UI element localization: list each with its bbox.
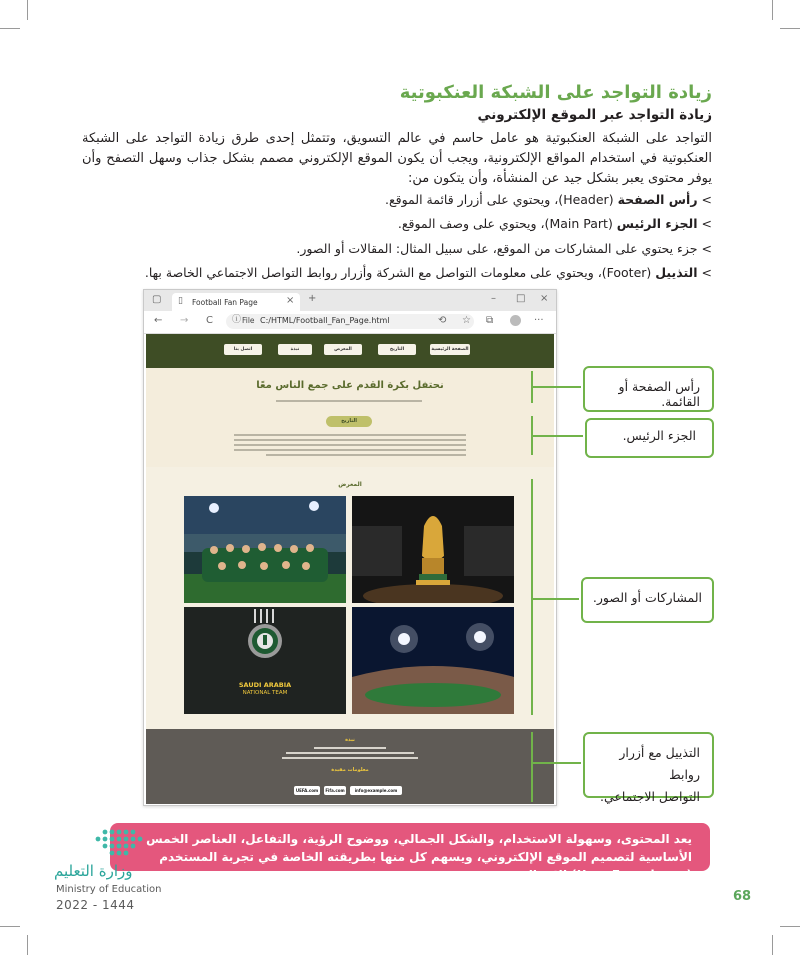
more-icon[interactable]: ··· xyxy=(534,315,544,326)
ministry-logo-arabic: وزارة التعليم xyxy=(54,862,133,880)
text-placeholder xyxy=(276,400,422,402)
file-label: File xyxy=(242,316,255,325)
site-header xyxy=(146,334,554,368)
subsection-title: زيادة التواجد عبر الموقع الإلكتروني xyxy=(477,107,712,123)
national-team-photo xyxy=(184,607,346,714)
text-placeholder xyxy=(234,439,466,441)
callout-header xyxy=(583,366,714,412)
site-main-part xyxy=(146,368,554,467)
bullet-term: التذييل xyxy=(655,265,698,280)
tab-actions-icon[interactable]: ▢ xyxy=(152,294,162,305)
callout-text: التواصل الاجتماعي. xyxy=(599,789,700,804)
page-icon: ▯ xyxy=(178,296,183,306)
bullet-term: رأس الصفحة xyxy=(617,192,698,207)
emblem-text-line2: NATIONAL TEAM xyxy=(242,690,288,696)
tab-title: Football Fan Page xyxy=(192,298,258,307)
bullet-text: (Footer)، ويحتوي على معلومات التواصل مع الشركة وأزرار روابط التواصل الاجتماعي الخاصة بها. xyxy=(144,265,656,280)
connector-bar xyxy=(531,479,533,715)
nav-gallery[interactable]: المعرض xyxy=(324,344,362,355)
callout-text: المشاركات أو الصور. xyxy=(592,590,702,605)
connector-line xyxy=(531,762,581,764)
nav-history[interactable]: التاريخ xyxy=(378,344,416,355)
text-placeholder xyxy=(282,757,418,759)
bullet-marker: > xyxy=(701,216,712,231)
crop-mark xyxy=(0,28,20,29)
favorites-icon[interactable]: ☆ xyxy=(462,315,471,326)
bullet-header xyxy=(385,192,712,207)
nav-contact[interactable]: اتصل بنا xyxy=(224,344,262,355)
crop-mark xyxy=(780,28,800,29)
footer-link-fifa[interactable]: Fifa.com xyxy=(325,788,345,793)
forward-icon[interactable]: → xyxy=(180,315,189,326)
callout-text: التذييل مع أزرار روابط xyxy=(619,745,700,782)
page-number: 68 xyxy=(733,889,752,904)
footer-link-uefa[interactable]: UEFA.com xyxy=(295,788,319,793)
connector-line xyxy=(531,386,581,388)
hero-button[interactable]: التاريخ xyxy=(326,416,372,427)
callout-main xyxy=(585,418,714,458)
site-footer xyxy=(146,729,554,804)
callout-posts xyxy=(581,577,714,623)
team-photo xyxy=(184,496,346,603)
trophy-photo xyxy=(352,496,514,603)
read-aloud-icon[interactable]: ⟲ xyxy=(438,315,447,326)
callout-footer xyxy=(583,732,714,804)
crop-mark xyxy=(772,0,773,20)
ministry-logo-english: Ministry of Education xyxy=(56,884,162,895)
bullet-text: (Header)، ويحتوي على أزرار قائمة الموقع. xyxy=(384,192,618,207)
info-note xyxy=(110,823,710,882)
window-close-icon[interactable]: × xyxy=(540,293,549,304)
stadium-photo xyxy=(352,607,514,714)
nav-home[interactable]: الصفحة الرئيسية xyxy=(430,344,470,355)
text-placeholder xyxy=(234,449,466,451)
url-text: C:/HTML/Football_Fan_Page.html xyxy=(260,316,390,325)
section-title: زيادة التواجد على الشبكة العنكبوتية xyxy=(399,82,712,103)
new-tab-icon[interactable]: + xyxy=(308,293,317,304)
intro-paragraph: التواجد على الشبكة العنكبوتية هو عامل حاسم في عالم التسويق، وتتمثل إحدى طرق زيادة التواجد على الشبكة العنكبوتية في استخدام المواقع الإلكترونية، ويجب أن يكون الموقع الإلكتروني مصمم بشكل جذاب وسهل التصفح وأن يوفر محتوى يعبر بشكل جيد عن المنشأة، وأن يتكون من: xyxy=(82,131,712,186)
text-placeholder xyxy=(286,752,414,754)
text-placeholder xyxy=(234,444,466,446)
bullet-marker: > xyxy=(701,241,712,256)
ministry-logo-dots xyxy=(75,828,145,858)
maximize-icon[interactable]: □ xyxy=(516,293,526,304)
url-field[interactable] xyxy=(226,314,474,329)
close-tab-icon[interactable]: × xyxy=(286,295,295,306)
bullet-marker: > xyxy=(701,192,712,207)
nav-about[interactable]: نبذة xyxy=(278,344,312,355)
edition-year: 2022 - 1444 xyxy=(56,898,135,912)
connector-line xyxy=(531,598,579,600)
footer-about-title: نبذة xyxy=(345,737,355,743)
hero-title: نحتفل بكرة القدم على جمع الناس معًا xyxy=(256,380,444,391)
browser-tab[interactable] xyxy=(172,293,300,311)
bullet-term: الجزء الرئيس xyxy=(616,216,698,231)
site-gallery xyxy=(146,467,554,729)
text-placeholder xyxy=(266,454,466,456)
bullet-posts xyxy=(296,241,712,256)
crop-mark xyxy=(27,0,28,20)
text-placeholder xyxy=(314,747,386,749)
connector-line xyxy=(531,435,583,437)
text-placeholder xyxy=(234,434,466,436)
minimize-icon[interactable]: – xyxy=(491,293,496,304)
note-text: يعد المحتوى، وسهولة الاستخدام، والشكل الجمالي، ووضوح الرؤية، والتفاعل، العناصر الخمس الأساسية لتصميم الموقع الإلكتروني، ويسهم كل منها بطريقته الخاصة في تجربة المستخدم (User Experience) الإجمالية. xyxy=(146,832,692,882)
bullet-main-part xyxy=(398,216,712,231)
browser-tab-bar xyxy=(144,290,556,311)
profile-icon[interactable] xyxy=(510,315,521,326)
crop-mark xyxy=(772,935,773,955)
website-page xyxy=(146,334,554,804)
crop-mark xyxy=(27,935,28,955)
bullet-text: (Main Part)، ويحتوي على وصف الموقع. xyxy=(397,216,617,231)
emblem-text-line1: SAUDI ARABIA xyxy=(238,681,292,689)
crop-mark xyxy=(780,926,800,927)
back-icon[interactable]: ← xyxy=(154,315,163,326)
info-icon: ⓘ xyxy=(232,315,242,325)
footer-info-title: معلومات مفيدة xyxy=(331,767,369,773)
callout-text: رأس الصفحة أو القائمة. xyxy=(618,379,700,409)
bullet-text: جزء يحتوي على المشاركات من الموقع، على سبيل المثال: المقالات أو الصور. xyxy=(296,241,698,256)
collections-icon[interactable]: ⧉ xyxy=(486,315,494,326)
bullet-footer xyxy=(145,265,712,280)
address-bar-row xyxy=(144,311,556,334)
connector-bar xyxy=(531,732,533,802)
bullet-marker: > xyxy=(701,265,712,280)
callout-text: الجزء الرئيس. xyxy=(622,428,696,443)
crop-mark xyxy=(0,926,20,927)
gallery-title: المعرض xyxy=(338,481,362,488)
reload-icon[interactable]: C xyxy=(206,315,213,326)
browser-screenshot xyxy=(143,289,557,806)
footer-link-email[interactable]: info@example.com xyxy=(350,786,402,795)
